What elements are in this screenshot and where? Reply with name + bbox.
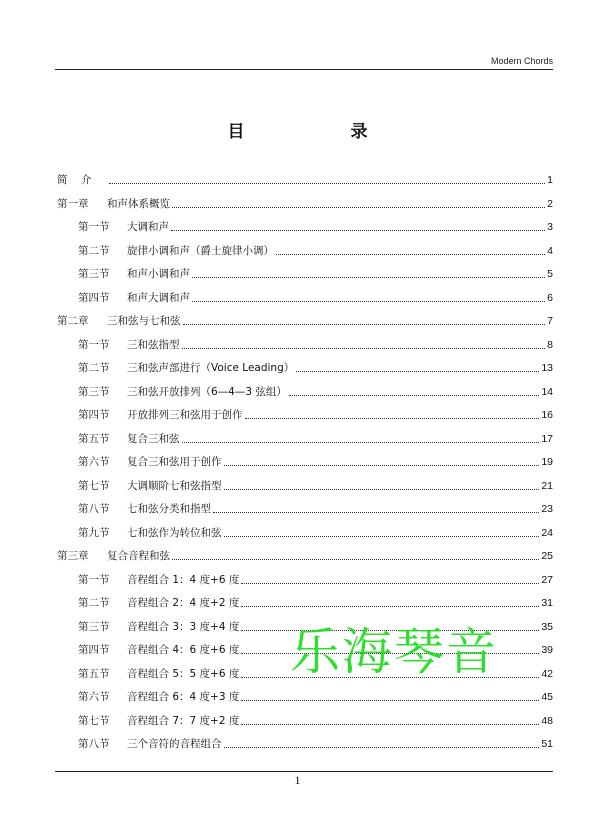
toc-dot-leader <box>245 417 540 419</box>
toc-section-entry[interactable] <box>78 337 553 353</box>
toc-section-entry[interactable] <box>78 290 553 306</box>
toc-entry-title: 音程组合 3：3 度+4 度 <box>127 620 240 633</box>
toc-entry-title: 复合三和弦用于创作 <box>127 456 222 468</box>
toc-entry-number: 第六节 <box>78 456 110 468</box>
footer-rule <box>55 771 553 772</box>
toc-section-entry[interactable] <box>78 266 553 282</box>
toc-entry-title: 和声大调和声 <box>127 291 190 304</box>
toc-dot-leader <box>224 464 540 466</box>
toc-entry-page: 35 <box>541 620 553 633</box>
toc-dot-leader <box>183 323 546 325</box>
toc-chapter-entry[interactable] <box>57 313 553 329</box>
toc-entry-title: 三和弦开放排列（6—4—3 弦组） <box>127 385 287 398</box>
toc-entry-number: 第五节 <box>78 432 110 445</box>
toc-dot-leader <box>241 605 539 607</box>
header-rule <box>55 69 553 70</box>
toc-entry-number: 第三节 <box>78 385 110 398</box>
toc-entry-page: 39 <box>541 644 553 656</box>
toc-entry-title: 三和弦声部进行（Voice Leading） <box>127 362 295 374</box>
toc-dot-leader <box>241 699 539 701</box>
toc-section-entry[interactable] <box>78 501 553 517</box>
toc-entry-number: 第三章 <box>57 550 89 562</box>
toc-dot-leader <box>172 558 539 560</box>
toc-entry-page: 45 <box>541 691 553 703</box>
toc-entry-title: 和声小调和声 <box>127 268 190 280</box>
toc-entry-title: 音程组合 7：7 度+2 度 <box>127 714 240 727</box>
toc-section-entry[interactable] <box>78 736 553 752</box>
toc-entry-title: 开放排列三和弦用于创作 <box>127 409 243 421</box>
toc-section-entry[interactable] <box>78 243 553 259</box>
toc-entry-page: 6 <box>547 291 553 304</box>
toc-dot-leader <box>192 276 545 278</box>
toc-entry-number: 第三节 <box>78 620 110 633</box>
toc-entry-number: 第二节 <box>78 597 110 609</box>
toc-section-entry[interactable] <box>78 219 553 235</box>
toc-chapter-entry[interactable] <box>57 548 553 564</box>
toc-dot-leader <box>213 511 539 513</box>
toc-entry-number: 第三节 <box>78 268 110 280</box>
toc-entry-page: 48 <box>541 714 553 727</box>
toc-title: 目 录 <box>227 122 418 142</box>
toc-entry-title: 音程组合 2：4 度+2 度 <box>127 597 240 609</box>
toc-entry-number: 第八节 <box>78 503 110 515</box>
toc-entry-page: 27 <box>541 573 553 586</box>
toc-entry-title: 音程组合 5：5 度+6 度 <box>127 667 240 680</box>
toc-chapter-entry[interactable] <box>57 172 553 188</box>
toc-entry-title: 七和弦作为转位和弦 <box>127 526 222 539</box>
watermark: 乐海琴音 <box>290 623 498 681</box>
toc-entry-page: 2 <box>547 197 553 210</box>
toc-entry-page: 31 <box>541 597 553 609</box>
toc-entry-page: 42 <box>541 667 553 680</box>
toc-dot-leader <box>109 182 545 184</box>
toc-section-entry[interactable] <box>78 595 553 611</box>
toc-section-entry[interactable] <box>78 384 553 400</box>
toc-chapter-entry[interactable] <box>57 196 553 212</box>
toc-entry-title: 七和弦分类和指型 <box>127 503 211 515</box>
toc-section-entry[interactable] <box>78 713 553 729</box>
toc-entry-number: 第九节 <box>78 526 110 539</box>
toc-section-entry[interactable] <box>78 407 553 423</box>
toc-entry-number: 第一节 <box>78 573 110 586</box>
toc-entry-page: 24 <box>541 526 553 539</box>
toc-entry-number: 第五节 <box>78 667 110 680</box>
toc-entry-page: 51 <box>541 738 553 750</box>
toc-entry-page: 5 <box>547 268 553 280</box>
toc-dot-leader <box>289 394 539 396</box>
toc-dot-leader <box>171 229 545 231</box>
toc-entry-number: 第八节 <box>78 738 110 750</box>
toc-section-entry[interactable] <box>78 360 553 376</box>
toc-entry-title: 音程组合 1：4 度+6 度 <box>127 573 240 586</box>
toc-entry-page: 25 <box>541 550 553 562</box>
toc-section-entry[interactable] <box>78 689 553 705</box>
toc-entry-page: 7 <box>547 315 553 327</box>
toc-dot-leader <box>172 206 545 208</box>
toc-entry-page: 19 <box>541 456 553 468</box>
toc-dot-leader <box>224 746 540 748</box>
toc-entry-page: 21 <box>541 479 553 492</box>
toc-entry-number: 第四节 <box>78 644 110 656</box>
toc-entry-title: 大调顺阶七和弦指型 <box>127 479 222 492</box>
toc-dot-leader <box>296 370 539 372</box>
toc-entry-number: 第二章 <box>57 315 89 327</box>
toc-entry-number: 第二节 <box>78 362 110 374</box>
toc-entry-number: 第一节 <box>78 338 110 351</box>
toc-dot-leader <box>224 535 540 537</box>
toc-entry-number: 第七节 <box>78 479 110 492</box>
toc-entry-title: 复合三和弦 <box>127 432 180 445</box>
toc-section-entry[interactable] <box>78 525 553 541</box>
toc-entry-title: 和声体系概览 <box>107 197 170 210</box>
toc-entry-page: 3 <box>547 221 553 233</box>
toc-entry-title: 旋律小调和声（爵士旋律小调） <box>127 244 274 257</box>
toc-dot-leader <box>182 347 546 349</box>
toc-dot-leader <box>192 300 545 302</box>
toc-entry-page: 8 <box>547 338 553 351</box>
toc-section-entry[interactable] <box>78 478 553 494</box>
toc-entry-title: 音程组合 4：6 度+6 度 <box>127 644 240 656</box>
toc-entry-number: 第四节 <box>78 409 110 421</box>
toc-entry-page: 13 <box>541 362 553 374</box>
toc-entry-title: 音程组合 6：4 度+3 度 <box>127 691 240 703</box>
toc-dot-leader <box>241 582 539 584</box>
toc-dot-leader <box>182 441 540 443</box>
toc-entry-page: 23 <box>541 503 553 515</box>
page-number: 1 <box>294 773 301 787</box>
toc-entry-number: 第六节 <box>78 691 110 703</box>
running-header: Modern Chords <box>490 56 553 66</box>
toc-section-entry[interactable] <box>78 454 553 470</box>
toc-section-entry[interactable] <box>78 572 553 588</box>
toc-entry-number: 第四节 <box>78 291 110 304</box>
toc-entry-title: 大调和声 <box>127 221 169 233</box>
toc-entry-number: 第一章 <box>57 197 89 210</box>
toc-dot-leader <box>276 253 545 255</box>
toc-entry-number: 第二节 <box>78 244 110 257</box>
toc-entry-page: 4 <box>547 244 553 257</box>
toc-dot-leader <box>224 488 540 490</box>
toc-entry-title: 三个音符的音程组合 <box>127 738 222 750</box>
toc-entry-title: 三和弦指型 <box>127 338 180 351</box>
toc-section-entry[interactable] <box>78 431 553 447</box>
toc-dot-leader <box>241 723 539 725</box>
toc-entry-number: 第七节 <box>78 714 110 727</box>
toc-entry-page: 17 <box>541 432 553 445</box>
toc-entry-title: 复合音程和弦 <box>107 550 170 562</box>
toc-entry-title: 三和弦与七和弦 <box>107 315 181 327</box>
toc-entry-number: 简 介 <box>57 174 92 186</box>
toc-entry-page: 16 <box>541 409 553 421</box>
toc-entry-page: 1 <box>547 174 553 186</box>
toc-entry-number: 第一节 <box>78 221 110 233</box>
toc-entry-page: 14 <box>541 385 553 398</box>
